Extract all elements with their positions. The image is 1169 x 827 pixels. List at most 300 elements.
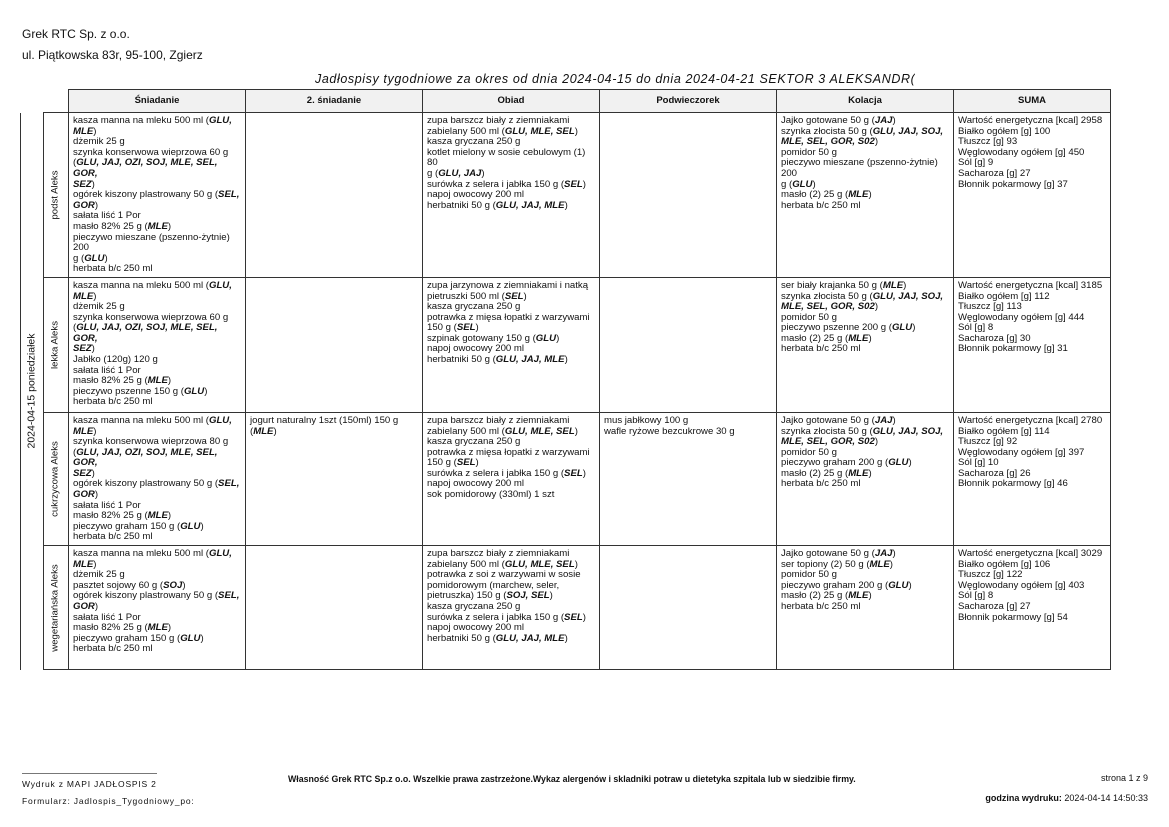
meal-text: ) — [549, 590, 553, 602]
allergen-codes: GLU, JAJ, SOJ, — [872, 290, 944, 302]
allergen-codes: JAJ — [874, 414, 893, 426]
meal-line — [73, 591, 241, 602]
meal-text: ( — [73, 157, 77, 169]
meal-text: ) — [574, 558, 578, 570]
meal-text: herbatniki 50 g ( — [427, 632, 496, 644]
meal-text: ) — [903, 279, 907, 291]
meal-text: zupa barszcz biały z ziemniakami — [427, 548, 570, 560]
print-time-value: 2024-04-14 14:50:33 — [1064, 793, 1148, 803]
allergen-codes: GLU, MLE, SEL — [504, 425, 575, 437]
meal-text: ) — [93, 125, 97, 137]
allergen-codes: MLE — [869, 558, 890, 570]
print-time-label: godzina wydruku: — [985, 793, 1062, 803]
meal-line — [427, 490, 595, 501]
meal-text: ) — [908, 457, 912, 469]
allergen-codes: GLU — [792, 178, 813, 190]
allergen-codes: SEL — [456, 457, 476, 469]
meal-text: Jajko gotowane 50 g ( — [781, 548, 875, 560]
allergen-codes: GLU, MLE, SEL — [504, 125, 575, 137]
allergen-codes: SEL, — [218, 478, 240, 490]
table-row — [21, 277, 1111, 412]
meal-text: surówka z selera i jabłka 150 g ( — [427, 178, 565, 190]
meal-text: herbatniki 50 g ( — [427, 199, 496, 211]
meal-line — [73, 644, 241, 655]
allergen-codes: GLU, JAJ, MLE — [495, 199, 565, 211]
meal-text: g ( — [73, 252, 85, 264]
meal-text: pomidorowym (marchew, seler, — [427, 579, 560, 591]
print-time — [985, 793, 1148, 803]
meal-text: 150 g ( — [427, 457, 457, 469]
meal-text: ) — [91, 178, 95, 190]
allergen-codes: GLU, JAJ, OZI, SOJ, MLE, SEL, GOR, — [73, 322, 218, 344]
meal-text: ) — [912, 322, 916, 334]
diet-cell — [44, 546, 69, 670]
meal-text: zabielany 500 ml ( — [427, 425, 505, 437]
nutrition-line: Błonnik pokarmowy [g] 31 — [958, 343, 1068, 355]
nutrition-line: Sacharoza [g] 27 — [958, 167, 1031, 179]
allergen-codes: SEL — [564, 178, 583, 190]
meal-text: dżemik 25 g — [73, 136, 125, 148]
meal-text: ) — [475, 457, 479, 469]
nutrition-line: Białko ogółem [g] 106 — [958, 558, 1051, 570]
allergen-codes: GLU, JAJ, SOJ, — [872, 125, 944, 137]
allergen-codes: GLU, JAJ, OZI, SOJ, MLE, SEL, GOR, — [73, 157, 218, 179]
allergen-codes: GLU, — [208, 115, 232, 126]
allergen-codes: MLE — [848, 467, 869, 479]
meal-text: pieczywo pszenne 150 g ( — [73, 385, 184, 397]
meal-line — [73, 233, 241, 254]
allergen-codes: SEL, — [218, 189, 240, 201]
meal-line — [427, 201, 595, 212]
meal-text: surówka z selera i jabłka 150 g ( — [427, 611, 565, 623]
meal-text: 150 g ( — [427, 322, 457, 334]
meal-line — [73, 479, 241, 490]
meal-text: ) — [182, 579, 186, 591]
date-cell — [21, 113, 44, 670]
nutrition-line: Wartość energetyczna [kcal] 3029 — [958, 548, 1103, 560]
allergen-codes: SEL — [564, 467, 583, 479]
column-header-podwieczorek: Podwieczorek — [600, 90, 777, 113]
meal-text: pasztet sojowy 60 g ( — [73, 579, 164, 591]
meal-text: ) — [94, 199, 99, 211]
allergen-codes: GLU, — [208, 414, 232, 426]
meal-text: ) — [564, 354, 568, 366]
header-blank — [21, 90, 44, 113]
meal-text: masło (2) 25 g ( — [781, 590, 849, 602]
allergen-codes: MLE — [73, 425, 94, 437]
allergen-codes: GLU, MLE, SEL — [504, 558, 575, 570]
nutrition-line: Tłuszcz [g] 92 — [958, 436, 1018, 448]
nutrition-line: Tłuszcz [g] 93 — [958, 136, 1018, 148]
allergen-codes: SEL, — [218, 590, 240, 602]
meal-text: g ( — [427, 167, 439, 179]
allergen-codes: MLE — [848, 332, 869, 344]
meal-text: ) — [868, 189, 872, 201]
meal-text: masło 82% 25 g ( — [73, 510, 148, 522]
meal-line — [781, 479, 949, 490]
meal-text: ) — [574, 125, 578, 137]
meal-text: szynka złocista 50 g ( — [781, 125, 873, 137]
nutrition-line: Węglowodany ogółem [g] 397 — [958, 446, 1085, 458]
meal-text: ) — [167, 622, 172, 634]
meal-text: sałata liść 1 Por — [73, 499, 141, 511]
meal-text: zupa barszcz biały z ziemniakami — [427, 115, 570, 126]
allergen-codes: GLU, — [208, 279, 232, 291]
meal-cell-kolacja — [777, 277, 954, 412]
meal-line — [73, 397, 241, 408]
meal-text: herbata b/c 250 ml — [781, 601, 861, 612]
meal-text: napoj owocowy 200 ml — [427, 343, 525, 355]
meal-text: sałata liść 1 Por — [73, 364, 141, 376]
allergen-codes: MLE, SEL, GOR, S02 — [781, 301, 875, 313]
meal-text: jogurt naturalny 1szt (150ml) 150 g — [250, 414, 399, 426]
meal-text: pomidor 50 g — [781, 569, 837, 581]
meal-text: pieczywo graham 150 g ( — [73, 632, 181, 644]
diet-label: podst Aleks — [49, 170, 61, 220]
meal-text: ) — [892, 548, 896, 560]
column-header-suma: SUMA — [954, 90, 1111, 113]
meal-cell-obiad — [423, 113, 600, 278]
meal-text: ) — [523, 290, 527, 302]
meal-text: zabielany 500 ml ( — [427, 558, 505, 570]
meal-text: surówka z selera i jabłka 150 g ( — [427, 467, 565, 479]
meal-text: kasza gryczana 250 g — [427, 601, 521, 612]
meal-text: ) — [167, 510, 172, 522]
sum-cell — [954, 412, 1111, 545]
meal-text: pietruszki 500 ml ( — [427, 290, 505, 302]
meal-text: ) — [94, 601, 99, 612]
allergen-codes: GLU, JAJ, SOJ, — [872, 425, 944, 437]
allergen-codes: MLE — [253, 425, 274, 437]
meal-text: ) — [93, 425, 97, 437]
table-row — [21, 412, 1111, 545]
printout-label: Wydruk z MAPI JADŁOSPIS 2 — [22, 779, 157, 789]
nutrition-line: Wartość energetyczna [kcal] 2780 — [958, 414, 1103, 426]
meal-line — [73, 416, 241, 427]
meal-text: kasza gryczana 250 g — [427, 436, 521, 448]
meal-line — [781, 158, 949, 179]
meal-text: ) — [868, 467, 872, 479]
nutrition-line: Białko ogółem [g] 100 — [958, 125, 1051, 137]
meal-text: herbata b/c 250 ml — [73, 531, 153, 543]
meal-text: ( — [73, 446, 77, 458]
ownership-notice: Własność Grek RTC Sp.z o.o. Wszelkie prawa zastrzeżone.Wykaz alergenów i skladniki potraw u dietetyka szpitala lub w siedzibie firmy. — [288, 774, 856, 784]
meal-text: ) — [93, 558, 97, 570]
allergen-codes: GOR — [73, 601, 95, 612]
nutrition-line: Sól [g] 8 — [958, 590, 994, 602]
meal-text: potrawka z mięsa łopatki z warzywami — [427, 446, 590, 458]
allergen-codes: SOJ — [163, 579, 183, 591]
sum-cell — [954, 277, 1111, 412]
diet-cell — [44, 277, 69, 412]
meal-text: herbata b/c 250 ml — [73, 263, 153, 275]
allergen-codes: GLU, — [208, 548, 232, 560]
meal-text: masło (2) 25 g ( — [781, 189, 849, 201]
nutrition-line: Białko ogółem [g] 114 — [958, 425, 1050, 437]
meal-text: ) — [582, 611, 586, 623]
meal-text: szynka konserwowa wieprzowa 60 g — [73, 146, 229, 158]
meal-text: pietruszka) 150 g ( — [427, 590, 507, 602]
nutrition-line: Białko ogółem [g] 112 — [958, 290, 1050, 302]
allergen-codes: MLE — [848, 590, 869, 602]
meal-text: ogórek kiszony plastrowany 50 g ( — [73, 189, 219, 201]
nutrition-line: Sól [g] 10 — [958, 457, 999, 469]
nutrition-line: Wartość energetyczna [kcal] 2958 — [958, 115, 1103, 126]
meal-text: herbata b/c 250 ml — [73, 643, 153, 655]
allergen-codes: GLU — [891, 322, 913, 334]
allergen-codes: MLE — [73, 125, 94, 137]
meal-cell-sniadanie — [69, 277, 246, 412]
meal-text: ogórek kiszony plastrowany 50 g ( — [73, 478, 219, 490]
nutrition-line: Węglowodany ogółem [g] 403 — [958, 579, 1085, 591]
meal-line — [73, 448, 241, 469]
meal-text: ) — [892, 414, 896, 426]
meal-text: ) — [200, 632, 204, 644]
meal-line — [427, 634, 595, 645]
meal-text: g ( — [781, 178, 793, 190]
meal-cell-kolacja — [777, 412, 954, 545]
meal-text: kasza gryczana 250 g — [427, 301, 521, 313]
meal-cell-kolacja — [777, 113, 954, 278]
meal-text: pomidor 50 g — [781, 146, 837, 158]
sum-cell — [954, 546, 1111, 670]
meal-text: ) — [892, 115, 896, 126]
meal-text: ) — [812, 178, 816, 190]
meal-text: masło (2) 25 g ( — [781, 467, 849, 479]
allergen-codes: JAJ — [874, 115, 893, 126]
meal-text: ) — [167, 375, 172, 387]
meal-text: Jabłko (120g) 120 g — [73, 354, 158, 366]
meal-text: ) — [94, 489, 99, 501]
nutrition-line: Węglowodany ogółem [g] 450 — [958, 146, 1085, 158]
meal-text: kasza gryczana 250 g — [427, 136, 521, 148]
allergen-codes: GLU — [183, 385, 205, 397]
meal-text: zupa barszcz biały z ziemniakami — [427, 414, 570, 426]
meal-text: szpinak gotowany 150 g ( — [427, 332, 536, 344]
meal-cell-obiad — [423, 546, 600, 670]
meal-text: ) — [874, 436, 879, 448]
allergen-codes: MLE — [848, 189, 869, 201]
meal-text: sok pomidorowy (330ml) 1 szt — [427, 489, 555, 501]
meal-text: kotlet mielony w sosie cebulowym (1) 80 — [427, 146, 586, 169]
header-blank — [44, 90, 69, 113]
sum-cell — [954, 113, 1111, 278]
allergen-codes: MLE — [73, 558, 94, 570]
meal-text: szynka konserwowa wieprzowa 60 g — [73, 311, 229, 323]
meal-text: szynka złocista 50 g ( — [781, 290, 873, 302]
column-header-sniadanie: Śniadanie — [69, 90, 246, 113]
meal-line — [73, 264, 241, 275]
meal-text: ) — [868, 332, 872, 344]
meal-text: ) — [104, 252, 108, 264]
nutrition-line: Tłuszcz [g] 122 — [958, 569, 1023, 581]
meal-line — [250, 427, 418, 438]
allergen-codes: GOR — [73, 199, 95, 211]
allergen-codes: SOJ, SEL — [506, 590, 550, 602]
allergen-codes: GLU, JAJ — [438, 167, 482, 179]
meal-line — [427, 355, 595, 366]
meal-text: szynka złocista 50 g ( — [781, 425, 873, 437]
allergen-codes: MLE — [147, 622, 168, 634]
meal-text: pomidor 50 g — [781, 446, 837, 458]
allergen-codes: SEZ — [73, 178, 92, 190]
meal-line — [604, 427, 772, 438]
diet-cell — [44, 113, 69, 278]
meal-line — [73, 158, 241, 179]
form-label: Formularz: Jadlospis_Tygodniowy_po: — [22, 796, 195, 806]
page-number: strona 1 z 9 — [1100, 773, 1148, 783]
meal-text: napoj owocowy 200 ml — [427, 478, 525, 490]
nutrition-line: Tłuszcz [g] 113 — [958, 301, 1022, 313]
meal-cell-kolacja — [777, 546, 954, 670]
meal-cell-sniadanie — [69, 546, 246, 670]
allergen-codes: MLE — [882, 279, 904, 291]
meal-text: ) — [91, 467, 95, 479]
meal-text: pieczywo mieszane (pszenno-żytnie) 200 — [781, 157, 938, 179]
meal-text: ) — [167, 220, 172, 232]
allergen-codes: JAJ — [874, 548, 893, 560]
meal-text: wafle ryżowe bezcukrowe 30 g — [604, 425, 735, 437]
company-name: Grek RTC Sp. z o.o. — [22, 27, 130, 41]
nutrition-line: Węglowodany ogółem [g] 444 — [958, 311, 1085, 323]
meal-cell-podwieczorek — [600, 113, 777, 278]
meal-text: ser topiony (2) 50 g ( — [781, 558, 870, 570]
meal-text: masło 82% 25 g ( — [73, 375, 148, 387]
table-row — [21, 546, 1111, 670]
allergen-codes: GLU — [84, 252, 105, 264]
column-header-obiad: Obiad — [423, 90, 600, 113]
allergen-codes: MLE — [147, 510, 168, 522]
meal-text: masło (2) 25 g ( — [781, 332, 849, 344]
allergen-codes: SEL — [564, 611, 583, 623]
meal-text: herbata b/c 250 ml — [73, 396, 153, 408]
allergen-codes: GLU, JAJ, MLE — [495, 354, 565, 366]
meal-cell-podwieczorek — [600, 412, 777, 545]
meal-text: pomidor 50 g — [781, 311, 837, 323]
meal-text: ( — [250, 425, 254, 437]
diet-label: wegetariańska Aleks — [49, 563, 61, 652]
meal-text: Jajko gotowane 50 g ( — [781, 115, 875, 126]
menu-table — [20, 89, 1111, 670]
meal-text: ) — [868, 590, 872, 602]
report-title: Jadłospisy tygodniowe za okres od dnia 2024-04-15 do dnia 2024-04-21 SEKTOR 3 ALEKSANDR( — [315, 72, 915, 86]
diet-cell — [44, 412, 69, 545]
meal-cell-2-sniadanie — [246, 277, 423, 412]
allergen-codes: GOR — [73, 489, 95, 501]
allergen-codes: GLU — [888, 457, 909, 469]
meal-text: Jajko gotowane 50 g ( — [781, 414, 875, 426]
meal-text: kasza manna na mleku 500 ml ( — [73, 414, 209, 426]
allergen-codes: SEZ — [73, 467, 92, 479]
meal-text: kasza manna na mleku 500 ml ( — [73, 548, 209, 560]
meal-text: zupa jarzynowa z ziemniakami i natką — [427, 279, 589, 291]
meal-text: ( — [73, 322, 77, 334]
footer-left — [22, 773, 195, 810]
meal-text: kasza manna na mleku 500 ml ( — [73, 115, 209, 126]
allergen-codes: GLU — [180, 632, 201, 644]
meal-text: ) — [93, 290, 97, 302]
meal-line — [73, 532, 241, 543]
meal-text: napoj owocowy 200 ml — [427, 622, 525, 634]
meal-text: kasza manna na mleku 500 ml ( — [73, 279, 209, 291]
company-address: ul. Piątkowska 83r, 95-100, Zgierz — [22, 48, 203, 62]
nutrition-line: Sól [g] 9 — [958, 157, 994, 169]
meal-text: pieczywo graham 200 g ( — [781, 457, 889, 469]
meal-cell-2-sniadanie — [246, 546, 423, 670]
nutrition-line: Wartość energetyczna [kcal] 3185 — [958, 279, 1103, 291]
header-row — [21, 90, 1111, 113]
allergen-codes: GLU — [535, 332, 557, 344]
meal-text: ) — [564, 199, 568, 211]
meal-text: herbata b/c 250 ml — [781, 478, 861, 490]
allergen-codes: GLU, JAJ, MLE — [495, 632, 565, 644]
meal-text: pieczywo graham 200 g ( — [781, 579, 889, 591]
meal-text: ) — [874, 136, 879, 148]
nutrition-line: Błonnik pokarmowy [g] 46 — [958, 478, 1068, 490]
meal-text: ) — [556, 332, 560, 344]
meal-cell-obiad — [423, 412, 600, 545]
nutrition-line: Sacharoza [g] 27 — [958, 601, 1031, 612]
meal-text: ) — [481, 167, 485, 179]
meal-text: ) — [908, 579, 912, 591]
meal-line — [427, 148, 595, 169]
meal-text: herbatniki 50 g ( — [427, 354, 496, 366]
allergen-codes: SEL — [504, 290, 524, 302]
meal-text: herbata b/c 250 ml — [781, 343, 861, 355]
meal-text: ) — [564, 632, 568, 644]
meal-text: ) — [91, 343, 95, 355]
allergen-codes: GLU, JAJ, OZI, SOJ, MLE, SEL, GOR, — [73, 446, 218, 469]
date-label: 2024-04-15 poniedziałek — [25, 333, 38, 449]
meal-cell-2-sniadanie — [246, 113, 423, 278]
meal-line — [73, 323, 241, 344]
meal-text: ser biały krajanka 50 g ( — [781, 279, 883, 291]
diet-label: lekka Aleks — [49, 320, 61, 369]
meal-text: zabielany 500 ml ( — [427, 125, 505, 137]
allergen-codes: MLE — [147, 375, 168, 387]
meal-cell-podwieczorek — [600, 546, 777, 670]
meal-text: ) — [475, 322, 479, 334]
meal-text: sałata liść 1 Por — [73, 611, 141, 623]
meal-line — [73, 190, 241, 201]
company-header — [22, 24, 203, 66]
meal-text: szynka konserwowa wieprzowa 80 g — [73, 436, 229, 448]
allergen-codes: GLU — [180, 520, 201, 532]
allergen-codes: MLE, SEL, GOR, S02 — [781, 436, 875, 448]
meal-text: masło 82% 25 g ( — [73, 220, 148, 232]
allergen-codes: MLE — [147, 220, 168, 232]
meal-cell-sniadanie — [69, 412, 246, 545]
table-row — [21, 113, 1111, 278]
meal-text: pieczywo mieszane (pszenno-żytnie) 200 — [73, 231, 230, 254]
column-header-kolacja: Kolacja — [777, 90, 954, 113]
meal-text: herbata b/c 250 ml — [781, 199, 861, 211]
meal-cell-obiad — [423, 277, 600, 412]
column-header-2-sniadanie: 2. śniadanie — [246, 90, 423, 113]
meal-text: ) — [200, 520, 204, 532]
meal-cell-podwieczorek — [600, 277, 777, 412]
nutrition-line: Sacharoza [g] 30 — [958, 332, 1031, 344]
meal-text: ) — [582, 178, 586, 190]
meal-text: ) — [582, 467, 586, 479]
allergen-codes: GLU — [888, 579, 909, 591]
meal-text: pieczywo graham 150 g ( — [73, 520, 181, 532]
meal-text: ) — [204, 385, 208, 397]
diet-label: cukrzycowa Aleks — [49, 441, 61, 517]
nutrition-line: Błonnik pokarmowy [g] 54 — [958, 611, 1068, 623]
meal-text: mus jabłkowy 100 g — [604, 414, 689, 426]
meal-cell-sniadanie — [69, 113, 246, 278]
